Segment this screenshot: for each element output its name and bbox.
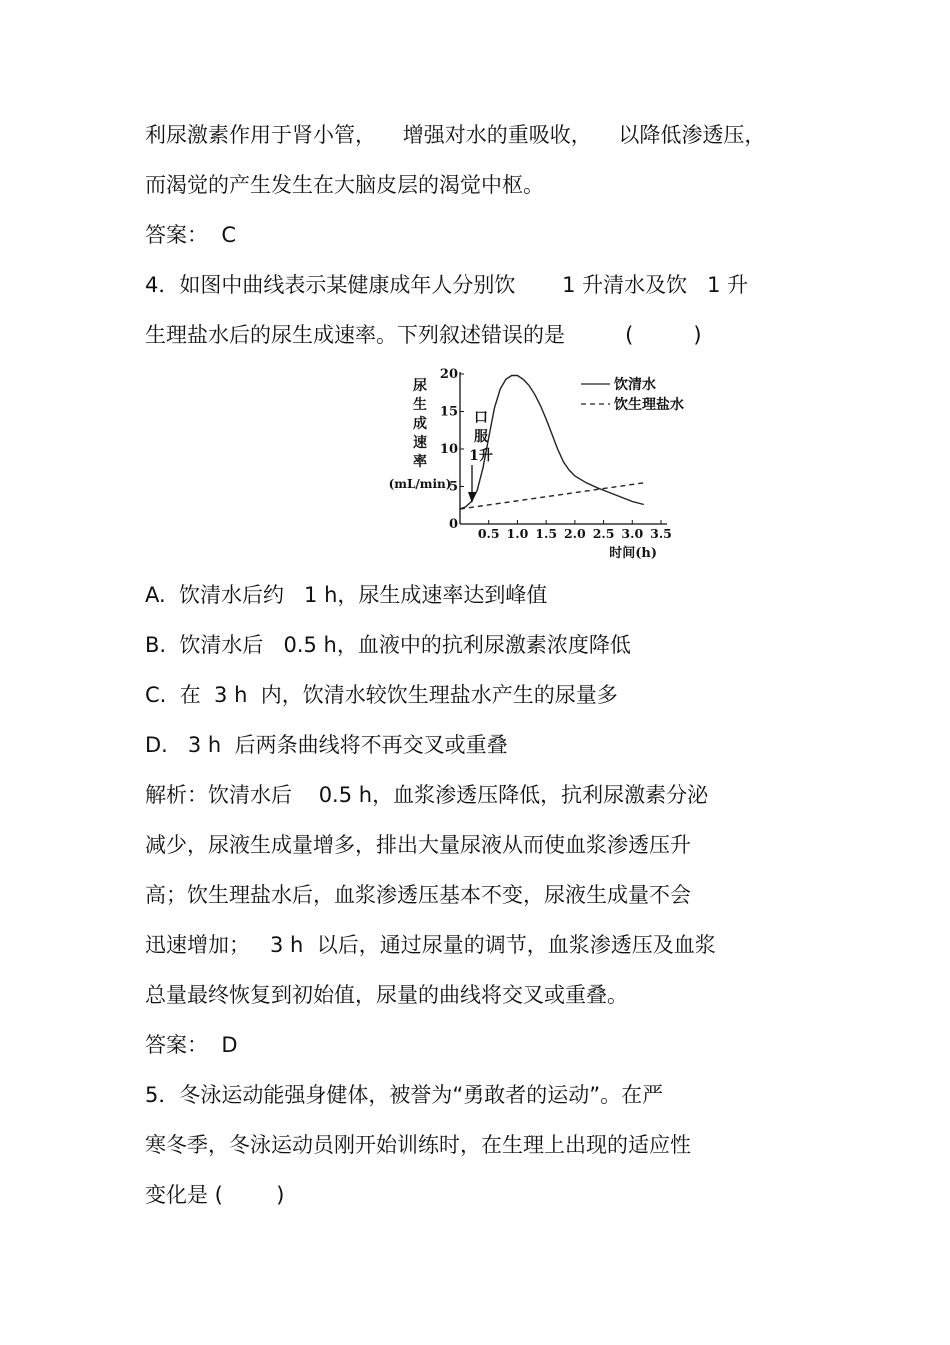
text-line: 减少，尿液生成量增多，排出大量尿液从而使血浆渗透压升 — [145, 833, 691, 857]
text-line: 生理盐水后的尿生成速率。下列叙述错误的是 ( ) — [145, 323, 702, 347]
annotation-char: 服 — [474, 429, 488, 445]
text-line: 高；饮生理盐水后，血浆渗透压基本不变，尿液生成量不会 — [145, 883, 691, 907]
x-tick-label: 2.0 — [563, 526, 586, 541]
y-tick-label: 5 — [448, 479, 458, 495]
text-line: 总量最终恢复到初始值，尿量的曲线将交叉或重叠。 — [145, 983, 628, 1007]
urine-rate-chart — [388, 362, 698, 562]
chart-legend — [581, 376, 684, 413]
text-line: 答案： C — [145, 223, 237, 247]
text-line: D. 3 h 后两条曲线将不再交叉或重叠 — [145, 733, 508, 757]
text-line: 迅速增加； 3 h 以后，通过尿量的调节，血浆渗透压及血浆 — [145, 933, 716, 957]
y-axis-label-char: 速 — [413, 435, 427, 451]
y-tick-label: 10 — [439, 442, 458, 457]
annotation-arrow-head — [468, 492, 476, 503]
x-axis-label: 时间(h) — [609, 546, 657, 561]
legend-label: 饮生理盐水 — [614, 397, 684, 413]
y-tick-label: 15 — [439, 404, 458, 420]
text-line: 答案： D — [145, 1033, 238, 1057]
text-line: C. 在 3 h 内，饮清水较饮生理盐水产生的尿量多 — [145, 683, 618, 707]
text-line: B. 饮清水后 0.5 h，血液中的抗利尿激素浓度降低 — [145, 633, 631, 657]
text-line: 解析：饮清水后 0.5 h，血浆渗透压降低，抗利尿激素分泌 — [145, 783, 709, 807]
y-tick-label: 0 — [448, 517, 458, 532]
y-axis-unit: (mL/min) — [388, 477, 452, 491]
dose-annotation — [468, 410, 493, 503]
text-line: 而渴觉的产生发生在大脑皮层的渴觉中枢。 — [145, 173, 544, 197]
text-line: A. 饮清水后约 1 h，尿生成速率达到峰值 — [145, 583, 548, 607]
y-axis-label — [389, 378, 452, 491]
x-tick-label: 3.0 — [621, 526, 644, 541]
y-axis-label-char: 尿 — [413, 378, 427, 394]
text-line: 利尿激素作用于肾小管， 增强对水的重吸收， 以降低渗透压， — [145, 123, 766, 147]
text-line: 5．冬泳运动能强身健体，被誉为“勇敢者的运动”。在严 — [145, 1083, 664, 1107]
x-tick-label: 1.5 — [535, 526, 558, 541]
y-axis-label-char: 生 — [413, 397, 427, 413]
y-axis-label-char: 成 — [413, 416, 427, 432]
legend-label: 饮清水 — [614, 377, 656, 393]
x-tick-label: 3.5 — [650, 526, 672, 541]
x-tick-label: 0.5 — [477, 526, 500, 541]
x-tick-label: 1.0 — [506, 526, 529, 541]
annotation-char: 1升 — [469, 448, 493, 464]
x-tick-label: 2.5 — [592, 526, 615, 541]
y-axis-label-char: 率 — [413, 454, 427, 470]
text-line: 寒冬季，冬泳运动员刚开始训练时，在生理上出现的适应性 — [145, 1133, 691, 1157]
annotation-char: 口 — [474, 410, 488, 426]
y-tick-label: 20 — [439, 367, 458, 382]
text-line: 变化是 ( ) — [145, 1183, 285, 1207]
text-line: 4．如图中曲线表示某健康成年人分别饮 1 升清水及饮 1 升 — [145, 273, 749, 297]
